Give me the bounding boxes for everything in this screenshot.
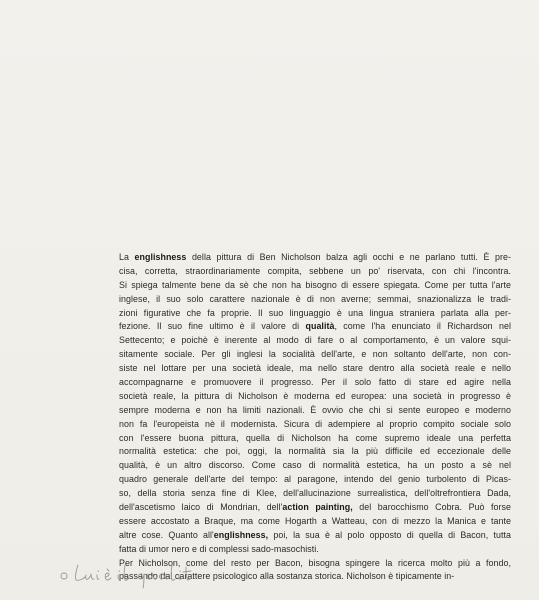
text-run: inglese, il suo solo carattere nazionale è di non averne; semmai, snazionalizza le tradi-	[119, 293, 511, 304]
text-run: quadro generale dell'arte del tempo: al paragone, intendo del genio turbolento di Picas-	[119, 474, 511, 485]
text-line	[119, 501, 511, 515]
text-run: cisa, corretta, straordinariamente compita, sebbene un po' riservata, con chi l'incontra.	[119, 265, 511, 276]
text-run: fezione. Il suo fine ultimo è il valore di	[119, 321, 306, 332]
text-line	[119, 334, 511, 348]
text-run: accompagnarne e promuovere il progresso. Per il solo fatto di stare ed agire nella	[119, 377, 511, 388]
text-run: so, della storia senza fine di Klee, dell'allucinazione surrealistica, dell'oltrefrontiera Dada,	[119, 488, 511, 499]
text-line	[119, 515, 511, 529]
text-line	[119, 362, 511, 376]
text-run: passando dal carattere psicologico alla sostanza storica. Nicholson è tipicamente in-	[119, 571, 455, 582]
essay-paragraph	[119, 251, 511, 584]
text-run: altre cose. Quanto all'	[119, 529, 214, 540]
text-run: Si spiega talmente bene da sè che non ha bisogno di essere spiegata. Come per tutta l'arte	[119, 279, 511, 290]
text-line	[119, 376, 511, 390]
text-line	[119, 404, 511, 418]
text-line	[119, 307, 511, 321]
text-run: zioni figurative che fa proprie. Il suo linguaggio è una lingua straniera parlata alla per-	[119, 307, 511, 318]
text-line	[119, 251, 511, 265]
text-line	[119, 418, 511, 432]
bold-term: englishness	[134, 252, 187, 262]
text-line	[119, 293, 511, 307]
text-line	[119, 543, 511, 557]
text-line	[119, 445, 511, 459]
bold-term: action painting,	[282, 502, 353, 513]
text-run: essere accostato a Braque, ma come Hogarth a Watteau, con di mezzo la Manica e tante	[119, 515, 511, 526]
text-run: del barocchismo Cobra. Può forse	[352, 502, 511, 513]
text-run: La	[119, 252, 135, 262]
text-line	[119, 459, 511, 473]
text-run: normalità estetica: che poi, oggi, la normalità sia la più difficile ed eccezionale delle	[119, 446, 511, 457]
text-run: Per Nicholson, come del resto per Bacon, bisogna spingere la ricerca molto più a fondo,	[119, 557, 511, 568]
text-run: società reale, la pittura di Nicholson è moderna ed europea: una società in progresso è	[119, 390, 511, 401]
text-run: Settecento; e poichè è inerente al modo di fare o al comportamento, è un valore squi-	[119, 335, 511, 346]
text-line	[119, 473, 511, 487]
text-run: non fa l'europeista nè il modernista. Sicura di adempiere al proprio compito sociale solo	[119, 418, 511, 429]
handwritten-annotation	[58, 557, 228, 589]
pencil-scribble-icon	[58, 557, 228, 589]
text-run: con l'essere buona pittura, quella di Nicholson ha come supremo ideale una perfetta	[119, 432, 511, 443]
text-run: poi, la sua è al polo opposto di quella di Bacon, tutta	[268, 529, 511, 540]
text-run: fatta di umor nero e di complessi sado-masochisti.	[119, 543, 319, 554]
text-line	[119, 432, 511, 446]
text-line	[119, 320, 511, 334]
text-run: dell'ascetismo laico di Mondrian, dell'	[119, 502, 283, 513]
text-line	[119, 265, 511, 279]
text-run: della pittura di Ben Nicholson balza agli occhi e ne parlano tutti. È pre-	[186, 252, 511, 262]
text-line	[119, 279, 511, 293]
bold-term: qualità	[305, 321, 335, 332]
text-run: sempre moderna e non ha limiti nazionali. È ovvio che chi si sente europeo e moderno	[119, 404, 511, 415]
text-line	[119, 487, 511, 501]
bold-term: englishness,	[213, 529, 269, 540]
text-run: qualità, è un altro discorso. Come caso di normalità estetica, ha un posto a sè nel	[119, 460, 511, 471]
text-run: sitamente sociale. Per gli inglesi la socialità dell'arte, e non soltanto dell'arte, non con-	[119, 349, 511, 360]
text-run: , come l'ha enunciato il Richardson nel	[334, 321, 511, 332]
text-line	[119, 529, 511, 543]
text-run: siste nel lottare per una società ideale, ma nello stare dentro alla società reale e nello	[119, 363, 511, 374]
text-line	[119, 390, 511, 404]
text-line	[119, 348, 511, 362]
